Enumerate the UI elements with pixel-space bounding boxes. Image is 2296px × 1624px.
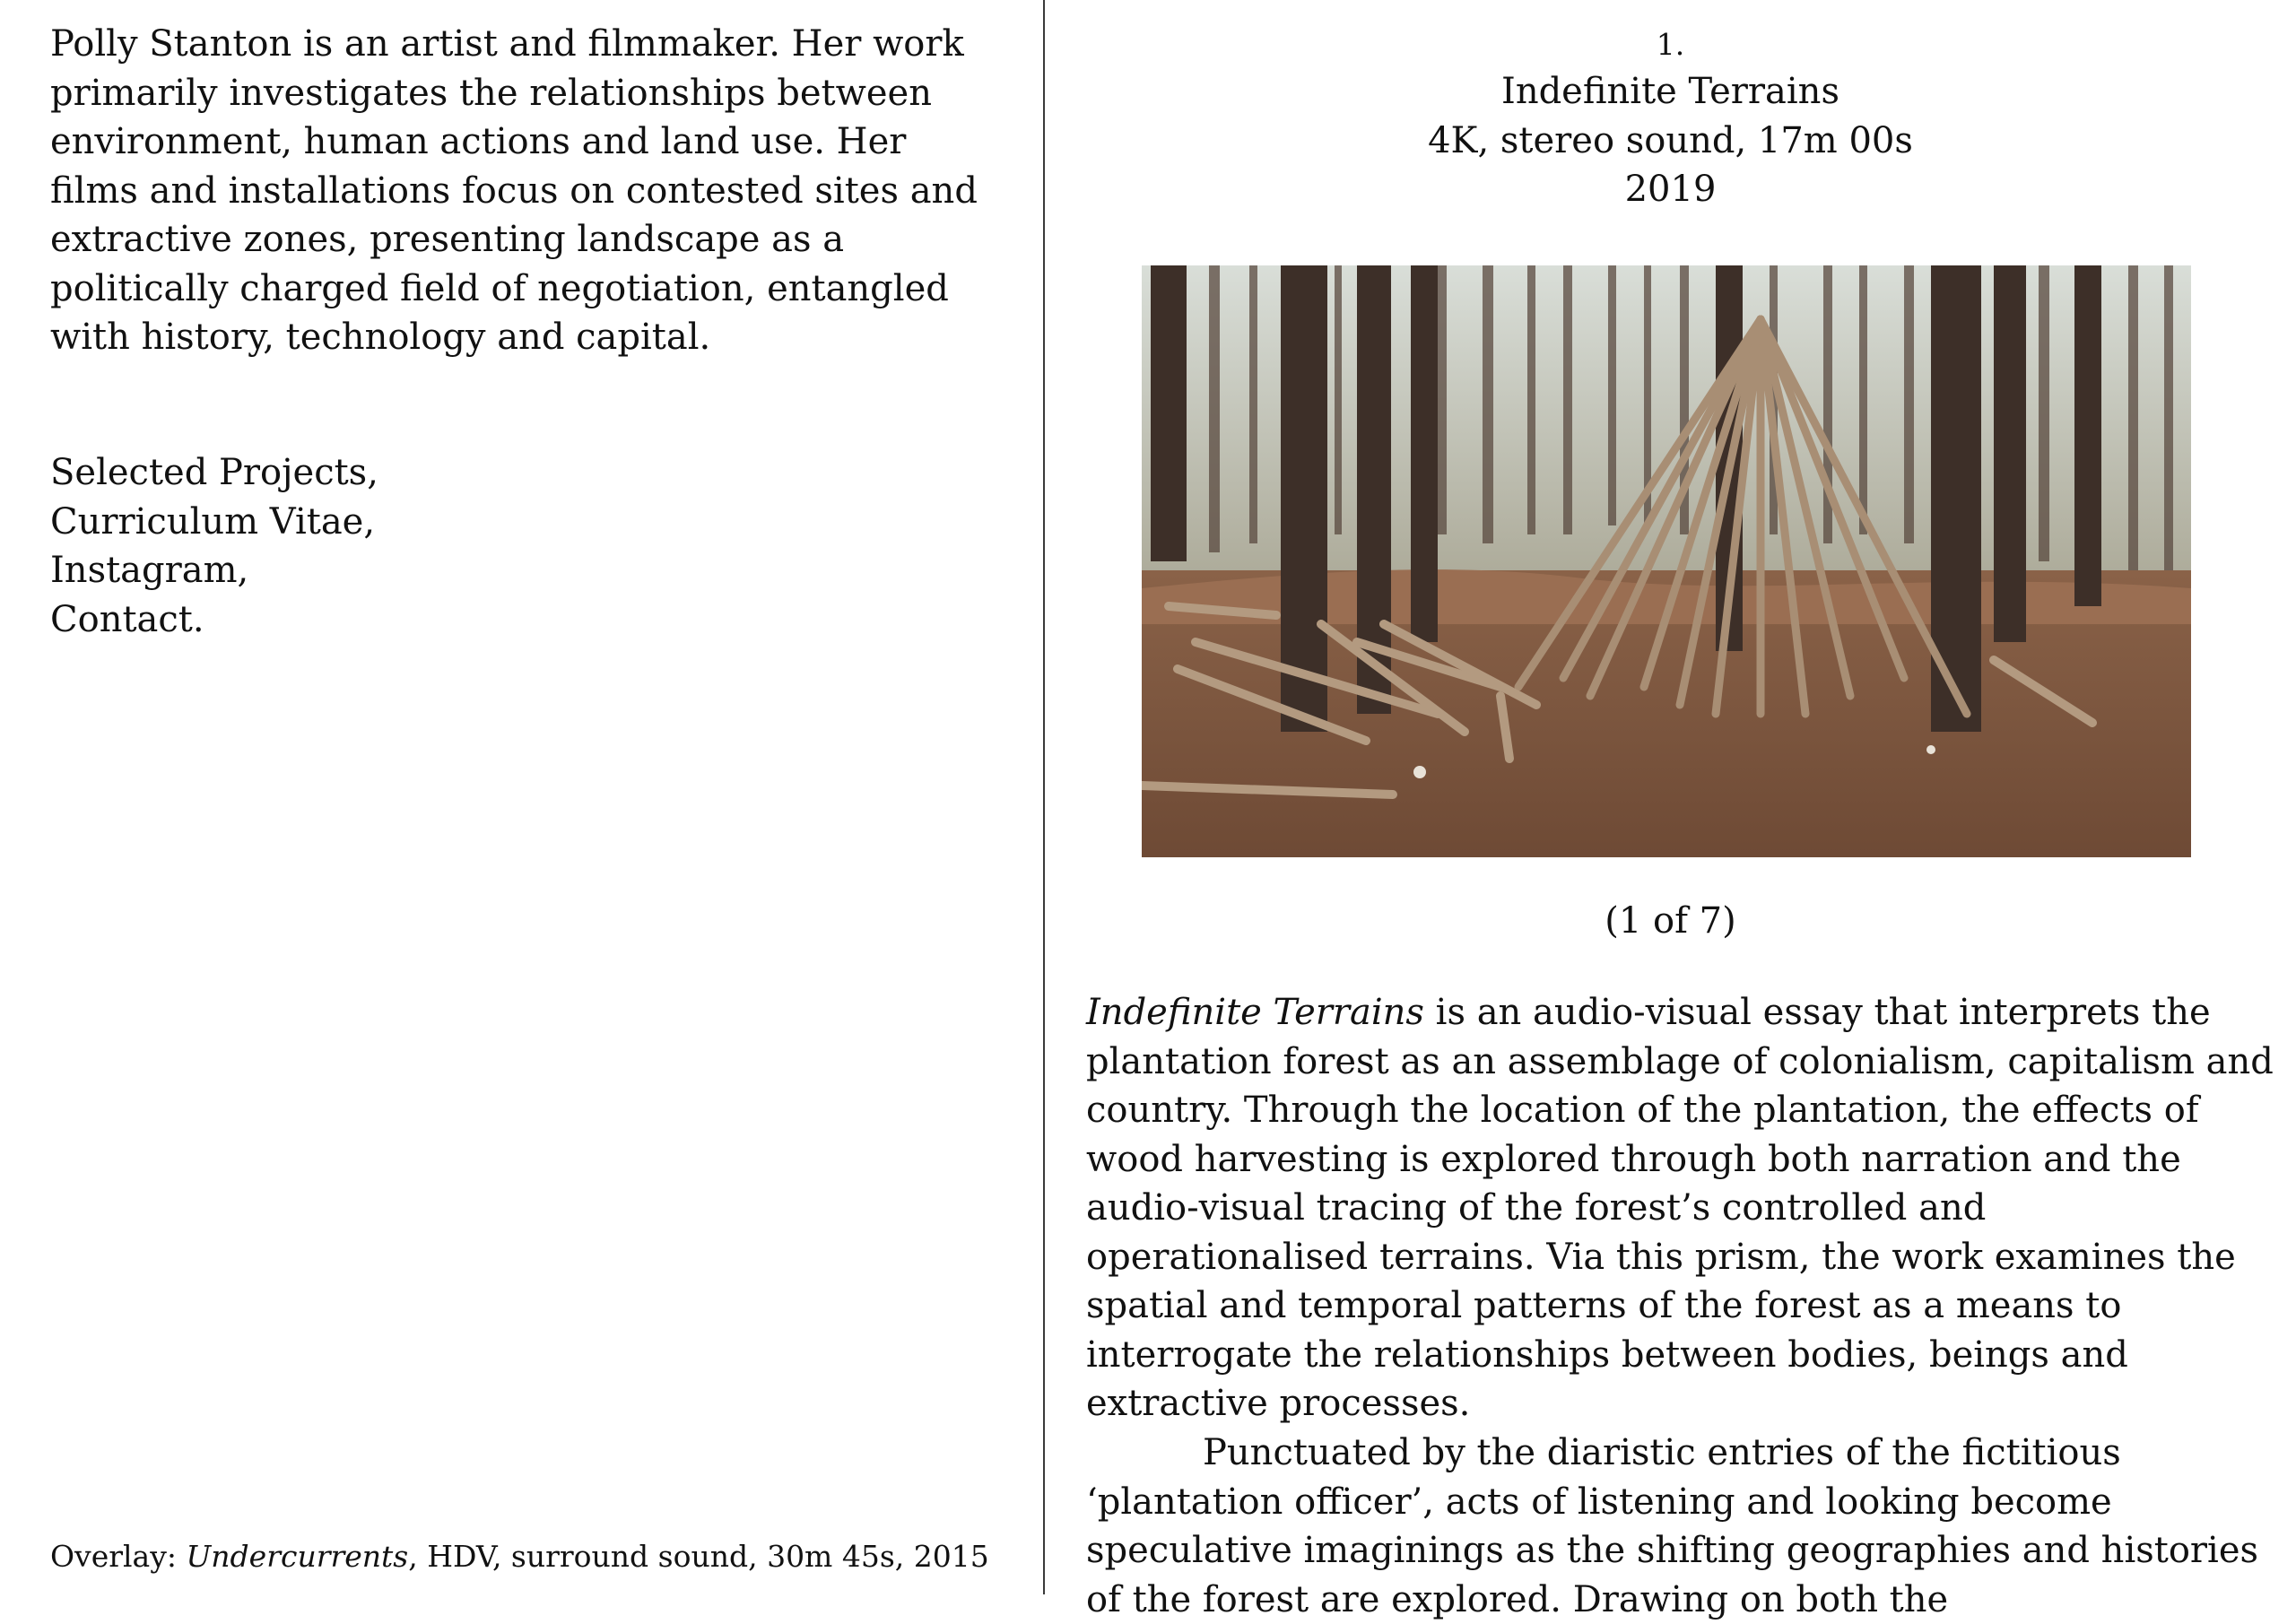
project-description [1086, 988, 2279, 1429]
description-paragraph-1: is an audio-visual essay that interprets the plantation forest as an assemblage of colonialism, capitalism and country. Through the location of the plantation, the effects of wood harvesting is explored through both narration and the audio-visual tracing of the forest’s controlled and operationalised terrains. Via this prism, the work examines the spatial and temporal patterns of the forest as a means to interrogate the relationships between bodies, beings and extractive processes. [1086, 992, 2274, 1424]
nav-link-contact[interactable]: Contact. [50, 598, 204, 640]
overlay-caption [50, 1539, 989, 1575]
nav-link-instagram[interactable]: Instagram, [50, 550, 249, 591]
description-title: Indefinite Terrains [1086, 992, 1424, 1033]
project-photo[interactable] [1142, 265, 2191, 857]
nav-link-selected-projects[interactable]: Selected Projects, [50, 452, 378, 493]
image-counter[interactable]: (1 of 7) [1605, 900, 1736, 942]
overlay-prefix: Overlay: [50, 1539, 187, 1574]
project-number: 1. [1656, 27, 1685, 62]
nav-link-curriculum-vitae[interactable]: Curriculum Vitae, [50, 500, 376, 543]
project-panel [1045, 0, 2296, 1620]
overlay-details: , HDV, surround sound, 30m 45s, 2015 [408, 1539, 989, 1574]
description-paragraph-2: Punctuated by the diaristic entries of the fictitious ‘plantation officer’, acts of listening and looking become speculative imaginings as the shifting geographies and histories of the forest are explored. Drawing on both the [1086, 1432, 2259, 1620]
site-navigation [50, 448, 378, 644]
project-format: 4K, stereo sound, 17m 00s [1428, 120, 1913, 161]
overlay-work-title: Undercurrents [186, 1539, 409, 1574]
left-panel [0, 0, 1043, 1594]
project-title[interactable]: Indefinite Terrains [1501, 71, 1839, 112]
artist-bio: Polly Stanton is an artist and filmmaker. Her work primarily investigates the relationships between environment, human actions and land use. Her films and installations focus on contested sites and extractive zones, presenting landscape as a politically charged field of negotiation, entangled with history, technology and capital. [50, 23, 978, 358]
project-year: 2019 [1624, 169, 1717, 210]
